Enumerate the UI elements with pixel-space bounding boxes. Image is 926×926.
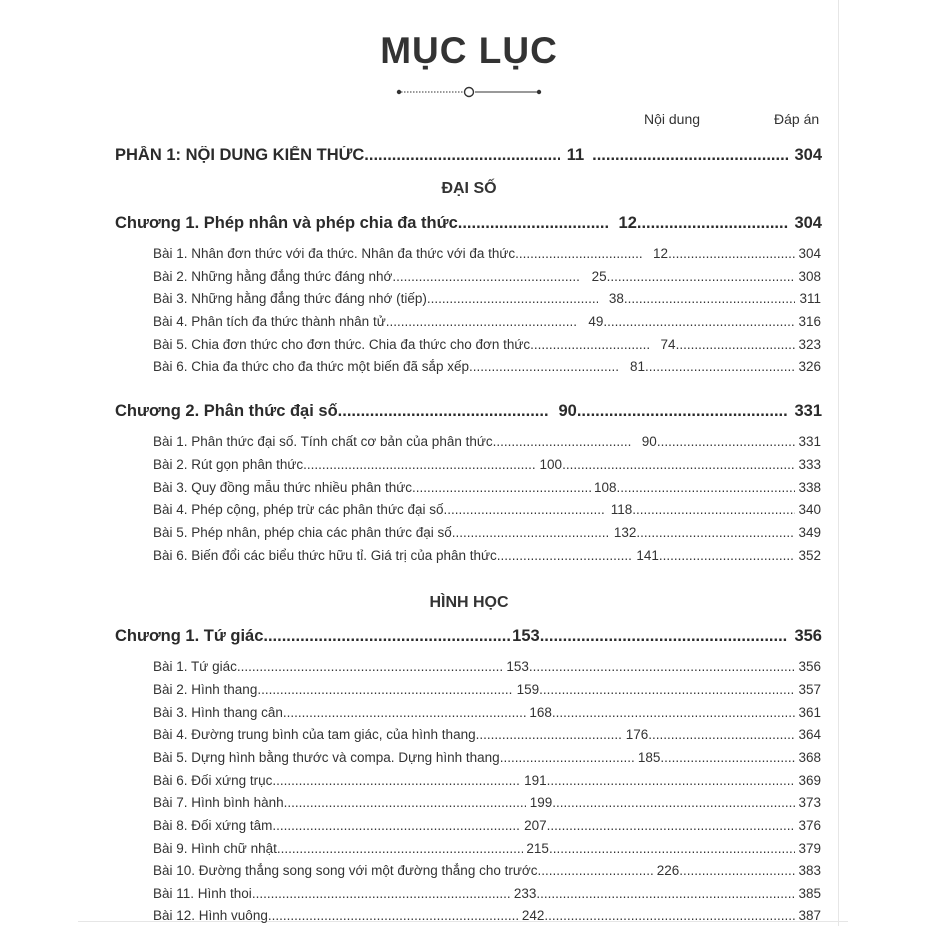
chapter-entry[interactable] xyxy=(115,402,822,421)
lesson-answer-page: 383 xyxy=(798,863,821,878)
dot-leader xyxy=(386,314,578,329)
lesson-answer-page: 338 xyxy=(798,480,821,495)
lesson-title: Bài 1. Tứ giác xyxy=(153,659,237,674)
dot-leader xyxy=(577,402,788,421)
dot-leader xyxy=(540,627,788,646)
part-1-entry[interactable] xyxy=(115,146,822,165)
lesson-page: 100 xyxy=(539,457,563,472)
lesson-answer-page: 308 xyxy=(798,269,821,284)
dot-leader xyxy=(603,314,795,329)
lesson-page: 207 xyxy=(524,818,547,833)
lesson-entry[interactable] xyxy=(153,269,821,284)
lesson-page: 49 xyxy=(588,314,604,329)
column-header-content: Nội dung xyxy=(644,111,701,127)
dot-leader xyxy=(679,863,795,878)
dot-leader xyxy=(392,269,580,284)
dot-leader xyxy=(493,434,631,449)
dot-leader xyxy=(624,291,795,306)
lesson-answer-page: 311 xyxy=(799,291,821,306)
lesson-entry[interactable] xyxy=(153,682,821,697)
lesson-entry[interactable] xyxy=(153,750,821,765)
chapter-answer-page: 356 xyxy=(794,627,822,645)
dot-leader xyxy=(668,246,795,261)
dot-leader xyxy=(547,773,795,788)
dot-leader xyxy=(660,750,795,765)
lesson-page: 233 xyxy=(513,886,537,901)
lesson-page: 141 xyxy=(636,548,659,563)
lesson-page: 132 xyxy=(613,525,637,540)
chapter-page: 12 xyxy=(618,214,637,232)
dot-leader xyxy=(272,773,520,788)
title-ornament-divider xyxy=(395,84,543,100)
lesson-title: Bài 2. Rút gọn phân thức xyxy=(153,457,304,472)
dot-leader xyxy=(469,359,619,374)
lesson-page: 215 xyxy=(526,841,549,856)
dot-leader xyxy=(657,434,795,449)
lesson-title: Bài 3. Những hằng đẳng thức đáng nhớ (tiếp) xyxy=(153,291,427,306)
lesson-entry[interactable] xyxy=(153,502,821,517)
lesson-answer-page: 349 xyxy=(798,525,821,540)
lesson-entry[interactable] xyxy=(153,337,821,352)
dot-leader xyxy=(607,269,795,284)
lesson-answer-page: 326 xyxy=(798,359,821,374)
chapter-answer-page: 331 xyxy=(794,402,822,420)
lesson-title: Bài 5. Dựng hình bằng thước và compa. Dựng hình thang xyxy=(153,750,500,765)
lesson-entry[interactable] xyxy=(153,773,821,788)
dot-leader xyxy=(303,457,536,472)
dot-leader xyxy=(268,908,519,923)
part-title: PHẦN 1: NỘI DUNG KIẾN THỨC xyxy=(115,146,365,164)
lesson-title: Bài 6. Biến đổi các biểu thức hữu tỉ. Giá trị của phân thức xyxy=(153,548,497,563)
dot-leader xyxy=(552,795,795,810)
lesson-entry[interactable] xyxy=(153,291,821,306)
part-answer-page: 304 xyxy=(794,146,822,164)
lesson-page: 12 xyxy=(653,246,669,261)
lesson-entry[interactable] xyxy=(153,548,821,563)
lesson-title: Bài 4. Phân tích đa thức thành nhân tử xyxy=(153,314,386,329)
lesson-entry[interactable] xyxy=(153,480,821,495)
lesson-answer-page: 304 xyxy=(798,246,821,261)
lesson-title: Bài 4. Phép cộng, phép trừ các phân thức đại số xyxy=(153,502,444,517)
lesson-answer-page: 361 xyxy=(798,705,821,720)
dot-leader xyxy=(476,727,623,742)
dot-leader xyxy=(529,659,795,674)
lesson-title: Bài 4. Đường trung bình của tam giác, của hình thang xyxy=(153,727,476,742)
lesson-title: Bài 5. Chia đơn thức cho đơn thức. Chia đa thức cho đơn thức xyxy=(153,337,531,352)
chapter-page: 153 xyxy=(512,627,540,645)
dot-leader xyxy=(617,480,796,495)
lesson-answer-page: 356 xyxy=(798,659,821,674)
lesson-entry[interactable] xyxy=(153,863,821,878)
lesson-answer-page: 323 xyxy=(798,337,821,352)
lesson-title: Bài 5. Phép nhân, phép chia các phân thức đại số xyxy=(153,525,452,540)
dot-leader xyxy=(547,818,795,833)
lesson-answer-page: 368 xyxy=(798,750,821,765)
dot-leader xyxy=(252,886,511,901)
lesson-entry[interactable] xyxy=(153,795,821,810)
lesson-entry[interactable] xyxy=(153,457,821,472)
lesson-title: Bài 9. Hình chữ nhật xyxy=(153,841,277,856)
lesson-title: Bài 6. Đối xứng trục xyxy=(153,773,273,788)
lesson-page: 159 xyxy=(516,682,540,697)
dot-leader xyxy=(552,705,795,720)
lesson-page: 242 xyxy=(521,908,545,923)
lesson-answer-page: 316 xyxy=(798,314,821,329)
dot-leader xyxy=(539,682,795,697)
lesson-entry[interactable] xyxy=(153,818,821,833)
lesson-answer-page: 385 xyxy=(798,886,821,901)
lesson-entry[interactable] xyxy=(153,908,821,923)
dot-leader xyxy=(592,146,788,165)
lesson-answer-page: 373 xyxy=(798,795,821,810)
lesson-title: Bài 8. Đối xứng tâm xyxy=(153,818,273,833)
dot-leader xyxy=(444,502,607,517)
lesson-answer-page: 357 xyxy=(798,682,821,697)
page-edge xyxy=(838,0,839,926)
lesson-entry[interactable] xyxy=(153,886,821,901)
lesson-page: 226 xyxy=(656,863,680,878)
dot-leader xyxy=(659,548,795,563)
dot-leader xyxy=(549,841,795,856)
dot-leader xyxy=(497,548,633,563)
dot-leader xyxy=(645,359,795,374)
lesson-title: Bài 2. Những hằng đẳng thức đáng nhớ xyxy=(153,269,393,284)
lesson-title: Bài 7. Hình bình hành xyxy=(153,795,284,810)
dot-leader xyxy=(364,146,560,165)
dot-leader xyxy=(283,705,526,720)
lesson-page: 25 xyxy=(591,269,607,284)
lesson-answer-page: 387 xyxy=(798,908,821,923)
dot-leader xyxy=(637,214,788,233)
lesson-page: 153 xyxy=(506,659,529,674)
chapter-title: Chương 1. Tứ giác xyxy=(115,627,264,645)
dot-leader xyxy=(676,337,795,352)
dot-leader xyxy=(537,863,653,878)
lesson-page: 108 xyxy=(593,480,617,495)
chapter-entry[interactable] xyxy=(115,627,822,646)
dot-leader xyxy=(284,795,527,810)
dot-leader xyxy=(530,337,649,352)
lesson-entry[interactable] xyxy=(153,246,821,261)
lesson-entry[interactable] xyxy=(153,841,821,856)
lesson-answer-page: 376 xyxy=(798,818,821,833)
lesson-entry[interactable] xyxy=(153,314,821,329)
dot-leader xyxy=(237,659,503,674)
dot-leader xyxy=(544,908,795,923)
lesson-title: Bài 1. Phân thức đại số. Tính chất cơ bản của phân thức xyxy=(153,434,493,449)
lesson-page: 199 xyxy=(529,795,553,810)
dot-leader xyxy=(500,750,635,765)
dot-leader xyxy=(272,818,520,833)
lesson-title: Bài 2. Hình thang xyxy=(153,682,258,697)
lesson-answer-page: 331 xyxy=(798,434,821,449)
lesson-title: Bài 3. Quy đồng mẫu thức nhiều phân thức xyxy=(153,480,412,495)
lesson-page: 38 xyxy=(608,291,624,306)
lesson-page: 185 xyxy=(637,750,661,765)
part-page: 11 xyxy=(566,146,585,164)
dot-leader xyxy=(412,480,591,495)
chapter-page: 90 xyxy=(558,402,577,420)
dot-leader xyxy=(263,627,511,646)
dot-leader xyxy=(257,682,513,697)
lesson-answer-page: 333 xyxy=(798,457,821,472)
dot-leader xyxy=(536,886,795,901)
section-heading-geometry: HÌNH HỌC xyxy=(429,594,509,611)
lesson-entry[interactable] xyxy=(153,434,821,449)
dot-leader xyxy=(427,291,598,306)
dot-leader xyxy=(515,246,642,261)
lesson-title: Bài 1. Nhân đơn thức với đa thức. Nhân đa thức với đa thức xyxy=(153,246,516,261)
lesson-page: 74 xyxy=(660,337,676,352)
lesson-title: Bài 12. Hình vuông xyxy=(153,908,268,923)
dot-leader xyxy=(636,525,795,540)
lesson-entry[interactable] xyxy=(153,705,821,720)
chapter-title: Chương 1. Phép nhân và phép chia đa thức xyxy=(115,214,458,232)
lesson-title: Bài 6. Chia đa thức cho đa thức một biến đã sắp xếp xyxy=(153,359,470,374)
dot-leader xyxy=(458,214,609,233)
lesson-page: 90 xyxy=(641,434,657,449)
page-title: MỤC LỤC xyxy=(380,30,558,71)
lesson-entry[interactable] xyxy=(153,359,821,374)
dot-leader xyxy=(648,727,795,742)
lesson-answer-page: 379 xyxy=(798,841,821,856)
lesson-answer-page: 369 xyxy=(798,773,821,788)
lesson-entry[interactable] xyxy=(153,727,821,742)
lesson-page: 191 xyxy=(524,773,547,788)
lesson-page: 81 xyxy=(629,359,645,374)
lesson-entry[interactable] xyxy=(153,659,821,674)
dot-leader xyxy=(632,502,795,517)
lesson-entry[interactable] xyxy=(153,525,821,540)
chapter-entry[interactable] xyxy=(115,214,822,233)
column-header-answer: Đáp án xyxy=(774,111,820,127)
dot-leader xyxy=(452,525,611,540)
lesson-page: 118 xyxy=(610,502,633,517)
dot-leader xyxy=(277,841,523,856)
lesson-page: 176 xyxy=(625,727,649,742)
chapter-answer-page: 304 xyxy=(794,214,822,232)
lesson-answer-page: 352 xyxy=(798,548,821,563)
lesson-title: Bài 3. Hình thang cân xyxy=(153,705,283,720)
section-heading-algebra: ĐẠI SỐ xyxy=(441,180,497,197)
dot-leader xyxy=(338,402,549,421)
dot-leader xyxy=(562,457,795,472)
lesson-page: 168 xyxy=(529,705,552,720)
chapter-title: Chương 2. Phân thức đại số xyxy=(115,402,338,420)
lesson-title: Bài 10. Đường thẳng song song với một đường thẳng cho trước xyxy=(153,863,538,878)
lesson-title: Bài 11. Hình thoi xyxy=(153,886,252,901)
lesson-answer-page: 340 xyxy=(798,502,821,517)
lesson-answer-page: 364 xyxy=(798,727,821,742)
